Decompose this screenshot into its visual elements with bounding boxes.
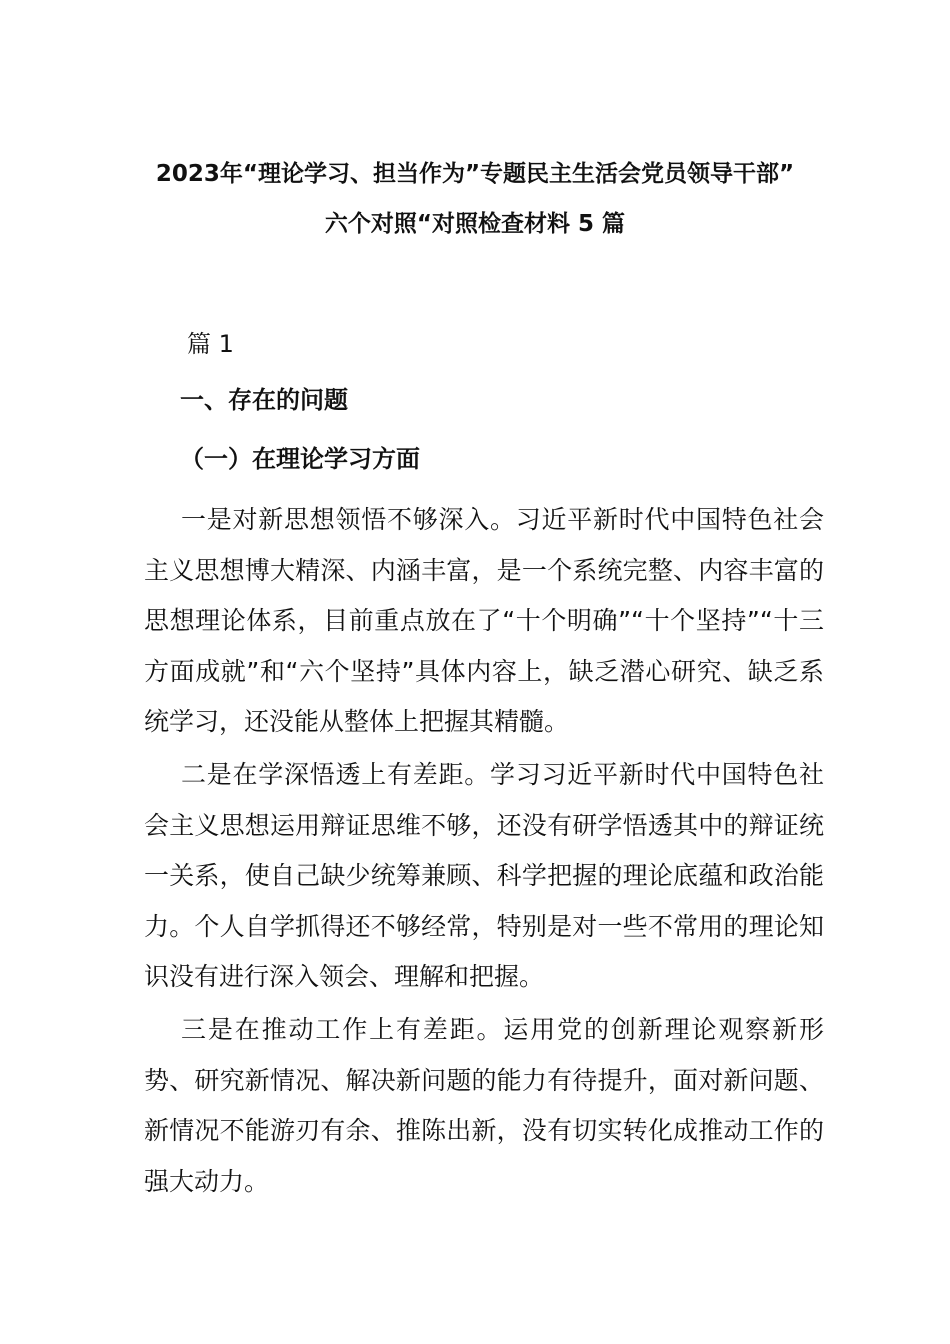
section-label: 篇 1 xyxy=(187,330,234,358)
paragraph-1: 一是对新思想领悟不够深入。习近平新时代中国特色社会主义思想博大精深、内涵丰富，是一个系统完整、内容丰富的思想理论体系，目前重点放在了“十个明确”“十个坚持”“十三方面成就”和“六个坚持”具体内容上，缺乏潜心研究、缺乏系统学习，还没能从整体上把握其精髓。 xyxy=(144,505,824,736)
paragraph-2: 二是在学深悟透上有差距。学习习近平新时代中国特色社会主义思想运用辩证思维不够，还没有研学悟透其中的辩证统一关系，使自己缺少统筹兼顾、科学把握的理论底蕴和政治能力。个人自学抓得还不够经常，特别是对一些不常用的理论知识没有进行深入领会、理解和把握。 xyxy=(144,760,824,991)
document-title-line-2: 六个对照“对照检查材料 5 篇 xyxy=(324,211,626,237)
paragraph-3: 三是在推动工作上有差距。运用党的创新理论观察新形势、研究新情况、解决新问题的能力有待提升，面对新问题、新情况不能游刃有余、推陈出新，没有切实转化成推动工作的强大动力。 xyxy=(144,1015,824,1196)
heading-level-1: 一、存在的问题 xyxy=(180,386,348,414)
document-title-line-1: 2023年“理论学习、担当作为”专题民主生活会党员领导干部” xyxy=(155,161,795,187)
heading-level-2: （一）在理论学习方面 xyxy=(180,445,420,473)
